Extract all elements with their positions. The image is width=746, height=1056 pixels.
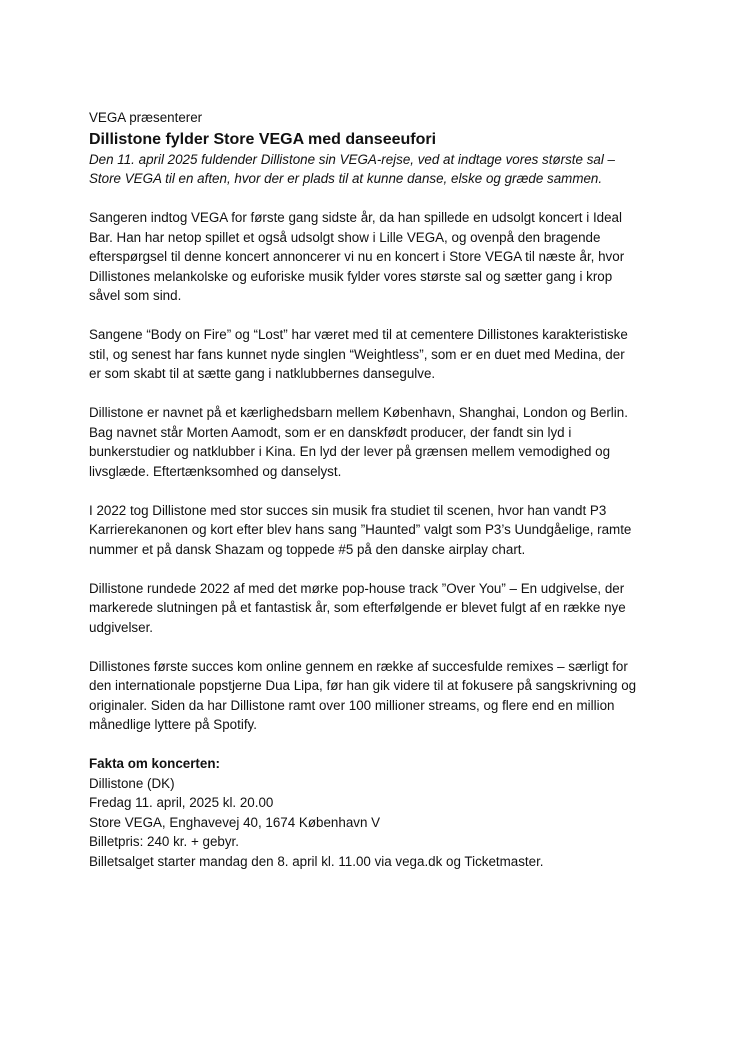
paragraph-line: månedlige lyttere på Spotify. <box>89 717 257 732</box>
body-paragraph-6 <box>89 657 669 735</box>
facts-line: Store VEGA, Enghavevej 40, 1674 København V <box>89 814 381 830</box>
paragraph-line: efterspørgsel til denne koncert annoncerer vi nu en koncert i Store VEGA til næste år, hvor <box>89 249 625 264</box>
paragraph-line: markerede slutningen på et fantastisk år, som efterfølgende er blevet fulgt af en række nye <box>89 600 626 615</box>
paragraph-line: er som skabt til at sætte gang i natklubbernes dansegulve. <box>89 366 436 381</box>
paragraph-line: nummer et på dansk Shazam og toppede #5 på den danske airplay chart. <box>89 541 526 557</box>
paragraph-line: I 2022 tog Dillistone med stor succes sin musik fra studiet til scenen, hvor han vandt P3 <box>89 502 607 518</box>
document-page <box>89 108 669 871</box>
paragraph-line: Sangeren indtog VEGA for første gang sidste år, da han spillede en udsolgt koncert i Ideal <box>89 210 622 225</box>
lead-line: Den 11. april 2025 fuldender Dillistone sin VEGA-rejse, ved at indtage vores største sal – <box>89 151 615 167</box>
paragraph-line: udgivelser. <box>89 619 154 635</box>
headline: Dillistone fylder Store VEGA med danseeufori <box>89 130 437 148</box>
paragraph-line: Dillistone er navnet på et kærlighedsbarn mellem København, Shanghai, London og Berlin. <box>89 405 628 420</box>
lead-paragraph <box>89 150 669 189</box>
paragraph-line: originaler. Siden da har Dillistone ramt over 100 millioner streams, og flere end en million <box>89 697 615 713</box>
facts-line: Billetpris: 240 kr. + gebyr. <box>89 834 239 849</box>
lead-line: Store VEGA til en aften, hvor der er plads til at kunne danse, elske og græde sammen. <box>89 171 603 186</box>
paragraph-line: den internationale popstjerne Dua Lipa, før han gik videre til at fokusere på sangskrivning og <box>89 678 637 693</box>
paragraph-line: livsglæde. Eftertænksomhed og danselyst. <box>89 463 342 479</box>
paragraph-line: Bag navnet står Morten Aamodt, som er en danskfødt producer, der fandt sin lyd i <box>89 424 572 440</box>
facts-section <box>89 754 669 871</box>
paragraph-line: stil, og senest har fans kunnet nyde singlen “Weightless”, som er en duet med Medina, der <box>89 346 625 362</box>
paragraph-line: Karrierekanonen og kort efter blev hans sang ”Haunted” valgt som P3’s Uundgåelige, ramte <box>89 522 632 537</box>
facts-title: Fakta om koncerten: <box>89 756 220 771</box>
paragraph-line: Bar. Han har netop spillet et også udsolgt show i Lille VEGA, og ovenpå den bragende <box>89 229 601 245</box>
kicker: VEGA præsenterer <box>89 110 203 125</box>
facts-line: Dillistone (DK) <box>89 775 175 791</box>
body-paragraph-5 <box>89 579 669 638</box>
paragraph-line: Dillistone rundede 2022 af med det mørke pop-house track ”Over You” – En udgivelse, der <box>89 580 625 596</box>
body-paragraph-2 <box>89 325 669 384</box>
paragraph-line: bunkerstudier og natklubber i Kina. En lyd der lever på grænsen mellem vemodighed og <box>89 444 611 459</box>
paragraph-line: Dillistones melankolske og euforiske musik fylder vores største sal og sætter gang i krop <box>89 268 613 284</box>
body-paragraph-3 <box>89 403 669 481</box>
body-paragraph-4 <box>89 501 669 560</box>
facts-line: Billetsalget starter mandag den 8. april kl. 11.00 via vega.dk og Ticketmaster. <box>89 853 544 869</box>
facts-line: Fredag 11. april, 2025 kl. 20.00 <box>89 795 274 810</box>
body-paragraph-1 <box>89 208 669 306</box>
paragraph-line: Sangene “Body on Fire” og “Lost” har været med til at cementere Dillistones karakteristiske <box>89 327 628 342</box>
paragraph-line: såvel som sind. <box>89 288 182 303</box>
paragraph-line: Dillistones første succes kom online gennem en række af succesfulde remixes – særligt for <box>89 658 628 674</box>
